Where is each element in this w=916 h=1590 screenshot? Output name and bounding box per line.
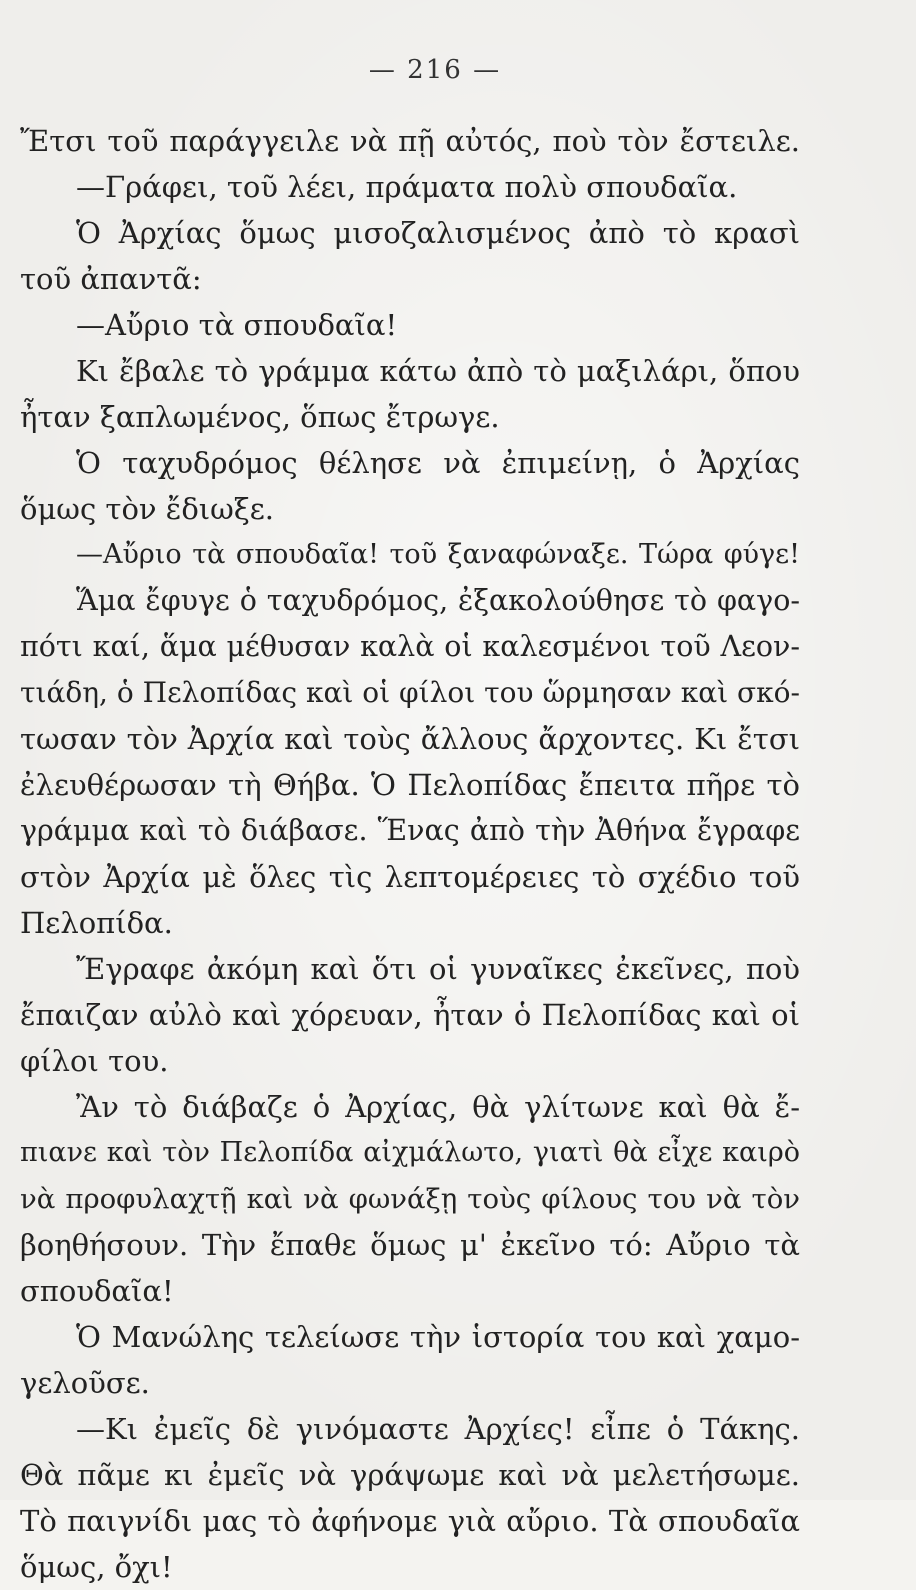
text-line: Ὁ Μανώλης τελείωσε τὴν ἱστορία του καὶ χαμο- bbox=[76, 1320, 800, 1354]
text-line: τιάδη, ὁ Πελοπίδας καὶ οἱ φίλοι του ὥρμησαν καὶ σκό- bbox=[20, 676, 800, 709]
text-line: —Κι ἐμεῖς δὲ γινόμαστε Ἀρχίες! εἶπε ὁ Τάκης. bbox=[76, 1412, 800, 1446]
text-line: Ἔγραφε ἀκόμη καὶ ὅτι οἱ γυναῖκες ἐκεῖνες, ποὺ bbox=[76, 952, 800, 986]
text-line: Ἅμα ἔφυγε ὁ ταχυδρόμος, ἐξακολούθησε τὸ φαγο- bbox=[76, 584, 800, 617]
text-line: ὅμως τὸν ἔδιωξε. bbox=[20, 492, 275, 526]
text-line: πιανε καὶ τὸν Πελοπίδα αἰχμάλωτο, γιατὶ θὰ εἶχε καιρὸ bbox=[20, 1137, 800, 1168]
page-number: — 216 — bbox=[368, 55, 502, 85]
text-line: φίλοι του. bbox=[20, 1044, 169, 1078]
text-line: ἔπαιζαν αὐλὸ καὶ χόρευαν, ἦταν ὁ Πελοπίδας καὶ οἱ bbox=[20, 998, 800, 1032]
text-line: ὅμως, ὄχι! bbox=[20, 1550, 173, 1584]
text-line: στὸν Ἀρχία μὲ ὅλες τὶς λεπτομέρειες τὸ σχέδιο τοῦ bbox=[20, 860, 800, 894]
text-line: τωσαν τὸν Ἀρχία καὶ τοὺς ἄλλους ἄρχοντες. Κι ἔτσι bbox=[20, 722, 800, 756]
text-line: Πελοπίδα. bbox=[20, 906, 173, 940]
text-line: Τὸ παιγνίδι μας τὸ ἀφήνομε γιὰ αὔριο. Τὰ σπουδαῖα bbox=[20, 1504, 800, 1538]
text-line: Ἂν τὸ διάβαζε ὁ Ἀρχίας, θὰ γλίτωνε καὶ θὰ ἔ- bbox=[76, 1090, 800, 1124]
text-line: ἦταν ξαπλωμένος, ὅπως ἔτρωγε. bbox=[20, 400, 500, 434]
text-line: Ὁ ταχυδρόμος θέλησε νὰ ἐπιμείνῃ, ὁ Ἀρχίας bbox=[76, 446, 800, 480]
text-line: σπουδαῖα! bbox=[20, 1274, 174, 1308]
text-line: τοῦ ἀπαντᾶ: bbox=[20, 262, 202, 296]
text-line: βοηθήσουν. Τὴν ἔπαθε ὅμως μ' ἐκεῖνο τό: Αὔριο τὰ bbox=[20, 1228, 800, 1262]
text-line: πότι καί, ἅμα μέθυσαν καλὰ οἱ καλεσμένοι τοῦ Λεον- bbox=[20, 630, 800, 663]
body-text bbox=[20, 118, 800, 1590]
text-line: Ἔτσι τοῦ παράγγειλε νὰ πῇ αὐτός, ποὺ τὸν ἔστειλε. bbox=[20, 124, 800, 158]
text-line: γελοῦσε. bbox=[20, 1366, 150, 1400]
text-line: ἐλευθέρωσαν τὴ Θήβα. Ὁ Πελοπίδας ἔπειτα πῆρε τὸ bbox=[20, 768, 800, 802]
text-line: —Αὔριο τὰ σπουδαῖα! bbox=[76, 308, 398, 342]
text-line: γράμμα καὶ τὸ διάβασε. Ἕνας ἀπὸ τὴν Ἀθήνα ἔγραφε bbox=[20, 814, 800, 847]
text-line: Κι ἔβαλε τὸ γράμμα κάτω ἀπὸ τὸ μαξιλάρι, ὅπου bbox=[76, 354, 800, 388]
text-line: —Αὔριο τὰ σπουδαῖα! τοῦ ξαναφώναξε. Τώρα φύγε! bbox=[76, 539, 800, 570]
text-line: Θὰ πᾶμε κι ἐμεῖς νὰ γράψωμε καὶ νὰ μελετήσωμε. bbox=[20, 1458, 800, 1492]
text-line: Ὁ Ἀρχίας ὅμως μισοζαλισμένος ἀπὸ τὸ κρασὶ bbox=[76, 216, 800, 250]
text-line: —Γράφει, τοῦ λέει, πράματα πολὺ σπουδαῖα. bbox=[76, 170, 738, 204]
text-line: νὰ προφυλαχτῇ καὶ νὰ φωνάξῃ τοὺς φίλους του νὰ τὸν bbox=[20, 1183, 800, 1215]
